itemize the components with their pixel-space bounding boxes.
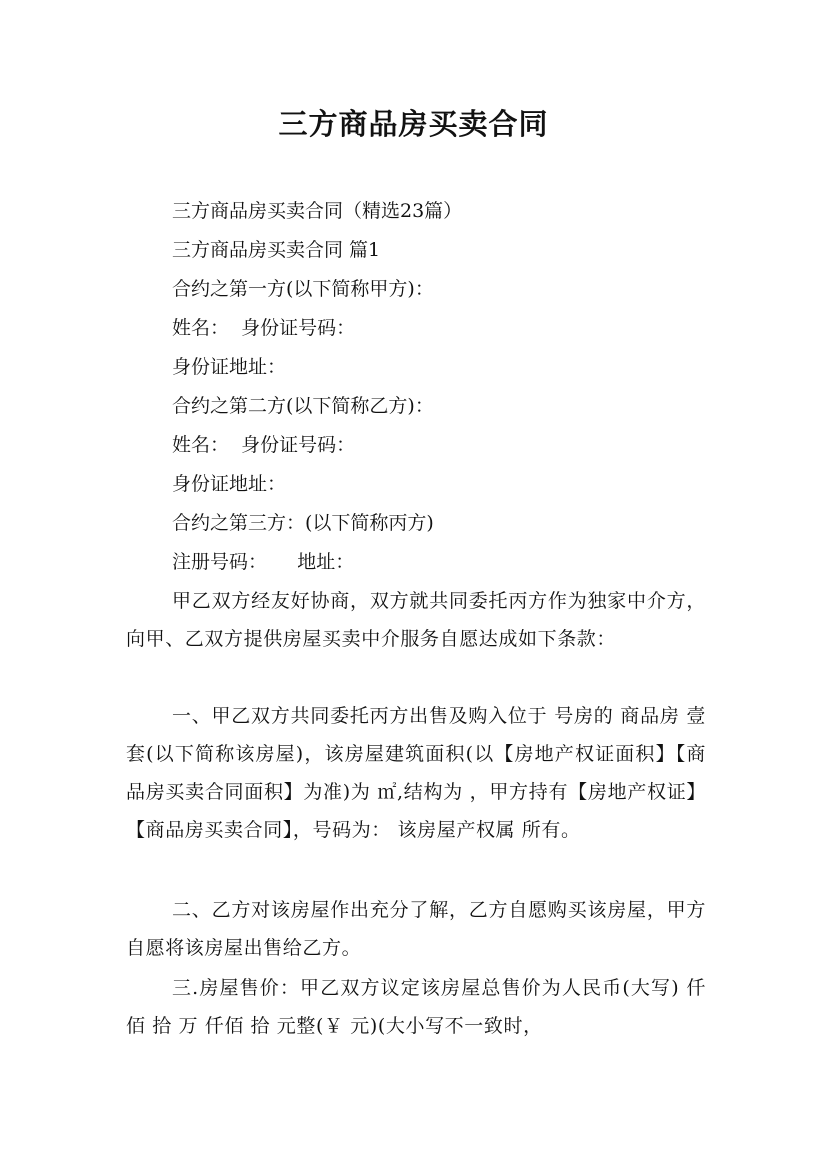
body-paragraph: 二、乙方对该房屋作出充分了解，乙方自愿购买该房屋，甲方自愿将该房屋出售给乙方。 [126,899,706,959]
party-c-registration: 注册号码： 地址： [172,551,355,573]
party-a-address: 身份证地址： [172,356,287,378]
party-a-name-id: 姓名： 身份证号码： [172,317,356,339]
body-paragraph: 甲乙双方经友好协商，双方就共同委托丙方作为独家中介方，向甲、乙双方提供房屋买卖中介服务自愿达成如下条款： [126,590,706,650]
party-b-name-id: 姓名： 身份证号码： [172,434,356,456]
party-c-heading: 合约之第三方：(以下简称丙方) [172,512,434,534]
document-title: 三方商品房买卖合同 [278,107,549,141]
section-heading: 三方商品房买卖合同 篇1 [172,239,381,261]
party-a-heading: 合约之第一方(以下简称甲方)： [172,278,434,300]
document-subtitle: 三方商品房买卖合同（精选23篇） [172,200,463,222]
body-paragraph: 一、甲乙双方共同委托丙方出售及购入位于 号房的 商品房 壹套(以下简称该房屋)，该房屋建筑面积(以【房地产权证面积】【商品房买卖合同面积】为准)为 ㎡,结构为 ，甲方持有【房地产权证】【商品房买卖合同】，号码为： 该房屋产权属 所有。 [126,705,706,841]
body-paragraph: 三.房屋售价：甲乙双方议定该房屋总售价为人民币(大写) 仟 佰 拾 万 仟佰 拾 元整(￥ 元)(大小写不一致时， [126,977,706,1037]
party-b-heading: 合约之第二方(以下简称乙方)： [172,395,434,417]
party-b-address: 身份证地址： [172,473,287,495]
